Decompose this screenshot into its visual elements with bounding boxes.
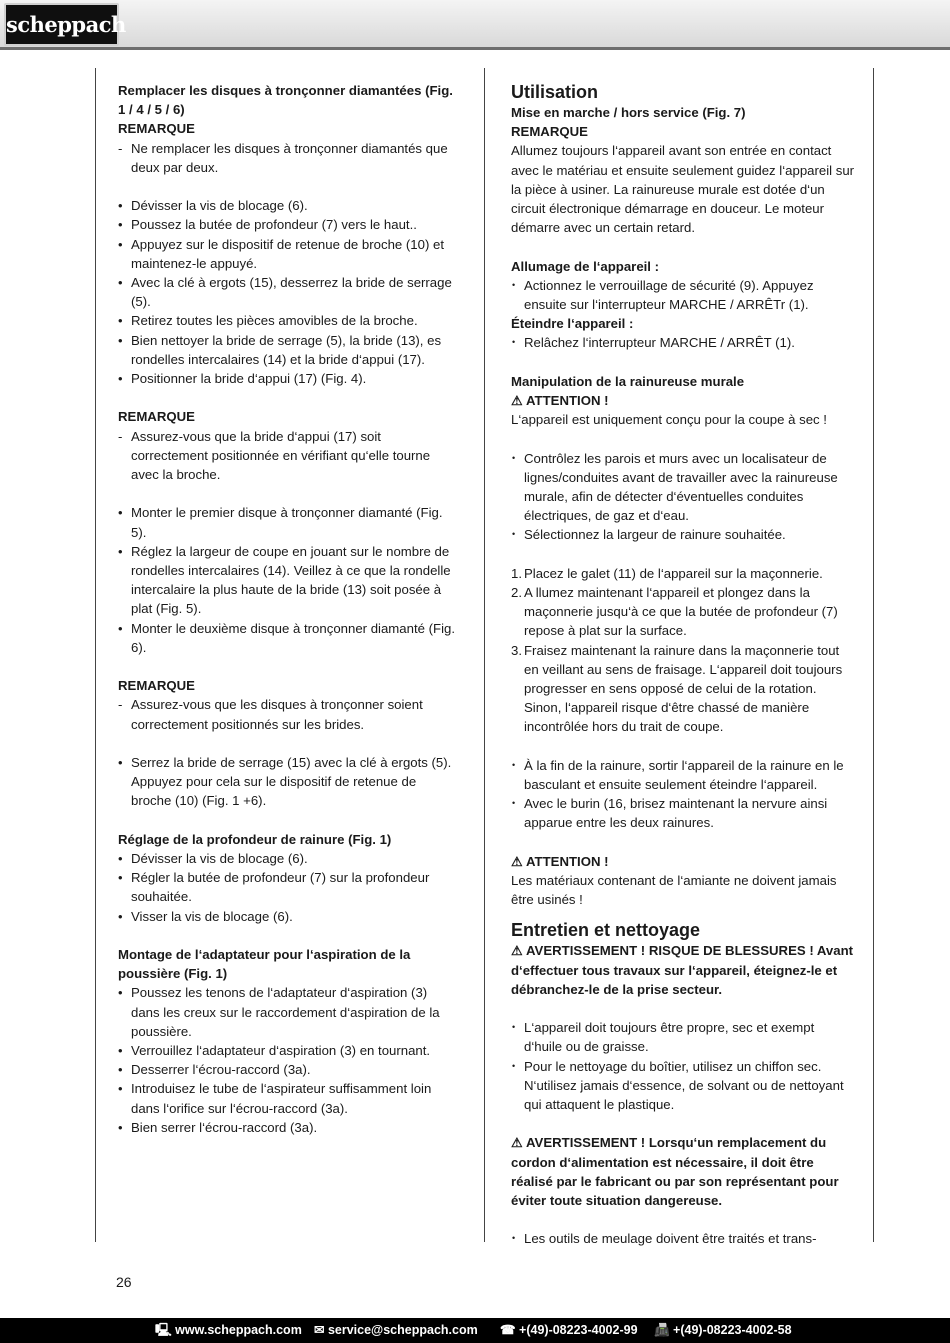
bullet-marker: • [512, 1060, 516, 1071]
list-item [511, 449, 856, 526]
bullet-marker: • [118, 332, 123, 348]
list-item-text: Ne remplacer les disques à tronçonner diamantés que deux par deux. [131, 140, 448, 175]
list-item [118, 196, 458, 215]
list-item-text: Dévisser la vis de blocage (6). [131, 851, 308, 867]
bullet-marker: • [512, 798, 516, 809]
remark-heading: REMARQUE [118, 678, 195, 694]
left-column [118, 81, 458, 1137]
list-item-text: Positionner la bride d‘appui (17) (Fig. 4). [131, 371, 367, 387]
phone-number: ☎ +(49)-08223-4002-99 [500, 1323, 638, 1337]
step-number: 1. [511, 565, 522, 581]
list-item [118, 1041, 458, 1060]
bullet-marker: • [118, 198, 123, 214]
bullet-marker: • [512, 529, 516, 540]
bullet-marker: • [118, 236, 123, 252]
attention-label: ⚠ ATTENTION ! [511, 853, 609, 869]
bullet-marker: • [118, 543, 123, 559]
list-item-text: Régler la butée de profondeur (7) sur la profondeur souhaitée. [131, 870, 430, 905]
page-header [0, 0, 950, 50]
bullet-marker: • [512, 337, 516, 348]
email-link[interactable]: ✉ service@scheppach.com [314, 1323, 478, 1337]
list-item [118, 311, 458, 330]
list-item [118, 235, 458, 273]
step-number: 3. [511, 642, 522, 658]
list-item-text: Appuyez sur le dispositif de retenue de broche (10) et maintenez-le appuyé. [131, 236, 445, 271]
list-item-text: Poussez les tenons de l‘adaptateur d‘aspiration (3) dans les creux sur le raccordement d‘aspiration de la poussière. [131, 985, 440, 1039]
bullet-marker: • [512, 452, 516, 463]
list-item [511, 1018, 856, 1056]
bullet-marker: • [118, 1062, 123, 1078]
right-column [511, 81, 856, 1249]
bullet-marker: • [118, 313, 123, 329]
list-item-text: Assurez-vous que la bride d‘appui (17) soit correctement positionnée en vérifiant qu‘elle tourne avec la broche. [131, 428, 431, 483]
bullet-list [511, 1018, 856, 1114]
attention-label: ⚠ ATTENTION ! [511, 393, 609, 409]
list-item [511, 756, 856, 794]
page-footer [0, 1318, 950, 1343]
list-item-text: Desserrer l‘écrou-raccord (3a). [131, 1062, 311, 1078]
bullet-marker: • [512, 1022, 516, 1033]
bullet-marker: • [118, 908, 123, 924]
right-rule [873, 68, 874, 1242]
list-item-text: Verrouillez l‘adaptateur d‘aspiration (3) en tournant. [131, 1043, 431, 1059]
heading-maintenance: Entretien et nettoyage [511, 920, 701, 941]
list-item [118, 753, 458, 811]
list-item [511, 1229, 856, 1248]
remark-heading: REMARQUE [118, 121, 195, 137]
list-item [118, 331, 458, 369]
list-item [118, 907, 458, 926]
list-item-text: Avec le burin (16, brisez maintenant la nervure ainsi apparue entre les deux rainures. [524, 796, 828, 831]
numbered-steps [511, 564, 856, 737]
bullet-marker: - [118, 428, 123, 444]
bullet-marker: • [118, 851, 123, 867]
center-rule [484, 68, 485, 1242]
list-item-text: À la fin de la rainure, sortir l‘appareil de la rainure en le basculant et ensuite seulement éteindre l‘appareil. [524, 757, 844, 793]
remark-list [118, 427, 458, 485]
bullet-marker: • [118, 620, 123, 636]
bullet-marker: • [118, 505, 123, 521]
list-item-text: Bien nettoyer la bride de serrage (5), la bride (13), es rondelles intercalaires (14) et la bride d‘appui (17). [131, 332, 442, 367]
section-title-handling: Manipulation de la rainureuse murale [511, 373, 745, 389]
list-item [118, 1079, 458, 1117]
list-item-text: Placez le galet (11) de l‘appareil sur la maçonnerie. [524, 565, 823, 581]
list-item-text: L‘appareil doit toujours être propre, sec et exempt d‘huile ou de graisse. [524, 1020, 815, 1055]
list-item [511, 794, 856, 832]
bullet-marker: • [118, 1081, 123, 1097]
bullet-marker: • [118, 985, 123, 1001]
section-title-start: Mise en marche / hors service (Fig. 7) [511, 105, 746, 120]
bullet-marker: • [118, 755, 123, 771]
list-item-text: Contrôlez les parois et murs avec un localisateur de lignes/conduites avant de travailler avec la rainureuse murale, afin de détecter d‘éventuelles conduites électriques, de gaz et d‘eau. [524, 450, 838, 524]
bullet-marker: - [118, 140, 123, 156]
bullet-list [511, 276, 856, 314]
list-item [118, 1118, 458, 1137]
bullet-list [511, 756, 856, 833]
heading-utilisation: Utilisation [511, 82, 599, 102]
bullet-list [118, 196, 458, 388]
list-item-text: Retirez toutes les pièces amovibles de la broche. [131, 313, 418, 329]
list-item-text: Sélectionnez la largeur de rainure souhaitée. [524, 527, 786, 543]
remark-text: Allumez toujours l‘appareil avant son entrée en contact avec le matériau et ensuite seulement guidez l‘appareil sur la pièce à usiner. La rainureuse murale est dotée d‘un circuit électronique démarrage en douceur. Le moteur démarre avec un certain retard. [511, 143, 855, 236]
list-item [118, 868, 458, 906]
list-item [118, 139, 458, 177]
section-title-replace-discs: Remplacer les disques à tronçonner diamantées (Fig. 1 / 4 / 5 / 6) [118, 83, 453, 118]
list-item [511, 333, 856, 352]
bullet-list [511, 449, 856, 545]
step-number: 2. [511, 585, 522, 601]
off-title: Éteindre l‘appareil : [511, 316, 634, 332]
bullet-marker: - [118, 697, 123, 713]
list-item-text: Monter le premier disque à tronçonner diamanté (Fig. 5). [131, 505, 443, 540]
left-rule [95, 68, 96, 1242]
list-item-text: Fraisez maintenant la rainure dans la maçonnerie tout en veillant au sens de fraisage. L‘appareil doit toujours progresser en sens opposé de celui de la rotation. Sinon, l‘appareil risque d‘être chassé de manière incontrôlée hors du trait de coupe. [524, 642, 843, 735]
fax-number: 📠 +(49)-08223-4002-58 [654, 1323, 792, 1337]
list-item [118, 849, 458, 868]
bullet-marker: • [118, 275, 123, 291]
list-item-text: Introduisez le tube de l‘aspirateur suffisamment loin dans l‘orifice sur l‘écrou-raccord (3a). [131, 1081, 432, 1116]
remark-heading: REMARQUE [118, 409, 195, 425]
section-title-adapter: Montage de l‘adaptateur pour l‘aspiration de la poussière (Fig. 1) [118, 947, 411, 982]
attention-text: Les matériaux contenant de l‘amiante ne doivent jamais être usinés ! [511, 873, 837, 908]
list-item-text: A llumez maintenant l‘appareil et plongez dans la maçonnerie jusqu‘à ce que la butée de profondeur (7) repose à plat sur la surface. [524, 585, 838, 639]
list-item-text: Relâchez l‘interrupteur MARCHE / ARRÊT (1). [524, 335, 795, 351]
list-item [118, 983, 458, 1041]
bullet-list [118, 849, 458, 926]
list-item-text: Poussez la butée de profondeur (7) vers le haut.. [131, 217, 417, 233]
list-item-text: Pour le nettoyage du boîtier, utilisez un chiffon sec. N‘utilisez jamais d‘essence, de solvant ou de nettoyant qui attaquent le plastique. [524, 1058, 844, 1113]
bullet-list [118, 983, 458, 1137]
bullet-marker: • [118, 217, 123, 233]
numbered-step [511, 641, 856, 737]
page-number: 26 [116, 1274, 132, 1290]
list-item [118, 369, 458, 388]
on-title: Allumage de l‘appareil : [511, 258, 660, 274]
bullet-list [118, 503, 458, 657]
list-item [118, 695, 458, 733]
numbered-step [511, 583, 856, 641]
numbered-step [511, 564, 856, 583]
bullet-list [118, 753, 458, 811]
remark-list [118, 139, 458, 177]
list-item-text: Bien serrer l‘écrou-raccord (3a). [131, 1119, 318, 1135]
list-item [511, 525, 856, 544]
warning-injury: ⚠ AVERTISSEMENT ! RISQUE DE BLESSURES ! Avant d‘effectuer tous travaux sur l‘appareil, éteignez-le et débranchez-le de la prise secteur. [511, 943, 854, 997]
list-item [118, 427, 458, 485]
bullet-marker: • [118, 371, 123, 387]
list-item-text: Actionnez le verrouillage de sécurité (9). Appuyez ensuite sur l‘interrupteur MARCHE / ARRÊTr (1). [524, 277, 814, 313]
bullet-list [511, 333, 856, 352]
remark-list [118, 695, 458, 733]
list-item-text: Avec la clé à ergots (15), desserrez la bride de serrage (5). [131, 275, 452, 310]
bullet-marker: • [118, 870, 123, 886]
bullet-marker: • [512, 1233, 516, 1244]
list-item [511, 276, 856, 314]
list-item [118, 273, 458, 311]
bullet-list [511, 1229, 856, 1248]
list-item [511, 1057, 856, 1115]
list-item-text: Monter le deuxième disque à tronçonner diamanté (Fig. 6). [131, 620, 456, 655]
list-item [118, 503, 458, 541]
remark-heading: REMARQUE [511, 124, 588, 140]
bullet-marker: • [118, 1119, 123, 1135]
warning-cord: ⚠ AVERTISSEMENT ! Lorsqu‘un remplacement du cordon d‘alimentation est nécessaire, il doit être réalisé par le fabricant ou par son représentant pour éviter toute situation dangereuse. [511, 1135, 839, 1209]
bullet-marker: • [512, 759, 516, 770]
list-item [118, 215, 458, 234]
list-item [118, 619, 458, 657]
list-item-text: Assurez-vous que les disques à tronçonner soient correctement positionnés sur les brides. [131, 697, 423, 732]
attention-text: L‘appareil est uniquement conçu pour la coupe à sec ! [511, 412, 827, 428]
list-item [118, 542, 458, 619]
bullet-marker: • [512, 279, 516, 290]
bullet-marker: • [118, 1043, 123, 1059]
list-item-text: Dévisser la vis de blocage (6). [131, 198, 308, 214]
list-item [118, 1060, 458, 1079]
list-item-text: Visser la vis de blocage (6). [131, 908, 293, 924]
list-item-text: Réglez la largeur de coupe en jouant sur le nombre de rondelles intercalaires (14). Veillez à ce que la rondelle intercalaire la plus haute de la bride (13) soit posée à plat (Fig. 5). [131, 543, 451, 617]
list-item-text: Les outils de meulage doivent être traités et trans- [524, 1231, 817, 1247]
list-item-text: Serrez la bride de serrage (15) avec la clé à ergots (5). Appuyez pour cela sur le dispositif de retenue de broche (10) (Fig. 1 +6). [131, 755, 452, 809]
website-link[interactable]: 🖳 www.scheppach.com [155, 1323, 302, 1337]
section-title-depth: Réglage de la profondeur de rainure (Fig. 1) [118, 831, 392, 847]
scheppach-logo: scheppach [4, 3, 119, 46]
